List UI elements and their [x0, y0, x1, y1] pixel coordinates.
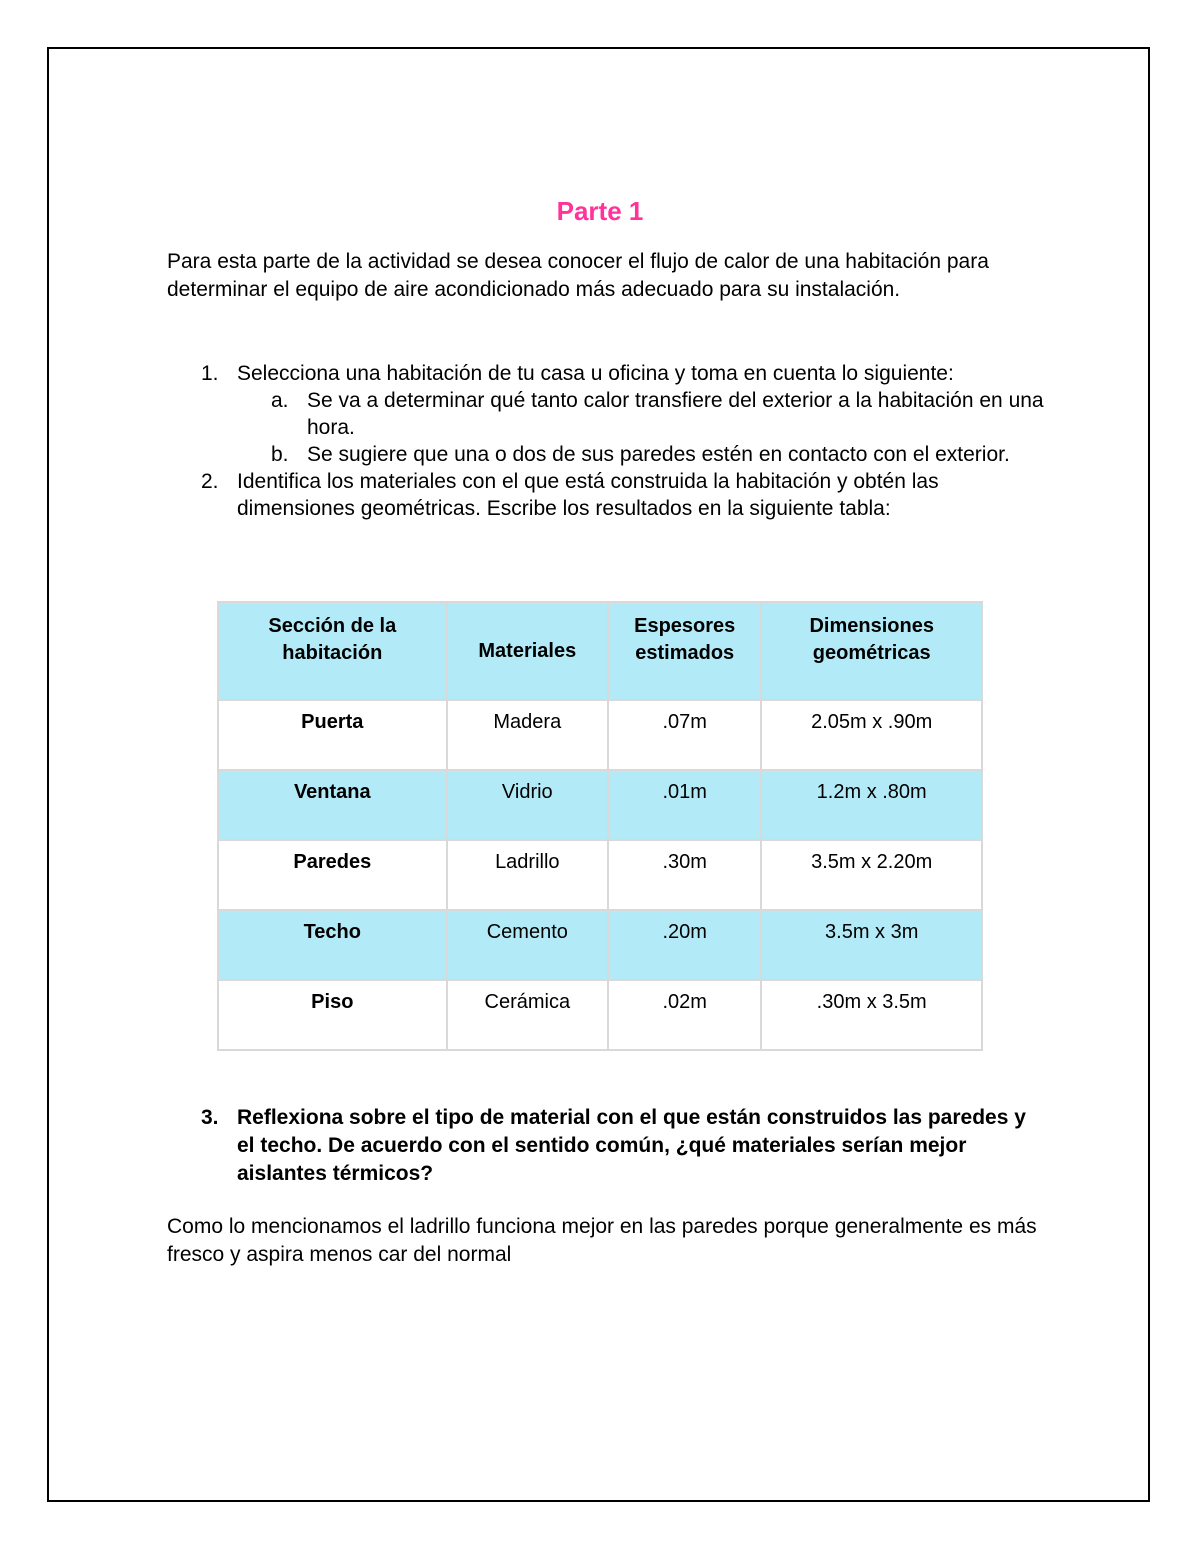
table-row	[218, 980, 982, 1050]
table-row	[218, 840, 982, 910]
cell-section: Ventana	[218, 770, 447, 840]
cell-dimensions: 3.5m x 2.20m	[761, 840, 982, 910]
cell-dimensions: .30m x 3.5m	[761, 980, 982, 1050]
list-item	[167, 1104, 1047, 1188]
sublist-text: Se va a determinar qué tanto calor transfiere del exterior a la habitación en una hora.	[307, 389, 1044, 439]
cell-material: Vidrio	[447, 770, 608, 840]
cell-thickness: .20m	[608, 910, 761, 980]
cell-dimensions: 3.5m x 3m	[761, 910, 982, 980]
table-row	[218, 700, 982, 770]
header-materials: Materiales	[447, 602, 608, 700]
sublist-text: Se sugiere que una o dos de sus paredes estén en contacto con el exterior.	[307, 443, 1010, 466]
cell-dimensions: 1.2m x .80m	[761, 770, 982, 840]
cell-section: Techo	[218, 910, 447, 980]
cell-section: Paredes	[218, 840, 447, 910]
cell-thickness: .01m	[608, 770, 761, 840]
list-number: 2.	[201, 470, 219, 493]
sublist-letter: a.	[271, 389, 289, 412]
list-number: 1.	[201, 362, 219, 385]
materials-table	[217, 601, 983, 1051]
cell-thickness: .07m	[608, 700, 761, 770]
table-row	[218, 770, 982, 840]
instruction-list	[167, 360, 1047, 522]
cell-thickness: .02m	[608, 980, 761, 1050]
sublist-letter: b.	[271, 443, 289, 466]
cell-thickness: .30m	[608, 840, 761, 910]
table-row	[218, 910, 982, 980]
cell-material: Ladrillo	[447, 840, 608, 910]
intro-paragraph: Para esta parte de la actividad se desea conocer el flujo de calor de una habitación para determinar el equipo de aire acondicionado más adecuado para su instalación.	[167, 250, 989, 301]
cell-material: Cemento	[447, 910, 608, 980]
list-item	[167, 360, 1047, 387]
list-text: Reflexiona sobre el tipo de material con el que están construidos las paredes y el techo. De acuerdo con el sentido común, ¿qué materiales serían mejor aislantes térmicos?	[237, 1106, 1026, 1185]
cell-section: Piso	[218, 980, 447, 1050]
answer-paragraph: Como lo mencionamos el ladrillo funciona mejor en las paredes porque generalmente es más fresco y aspira menos car del normal	[167, 1215, 1037, 1266]
page-title: Parte 1	[556, 196, 644, 226]
cell-dimensions: 2.05m x .90m	[761, 700, 982, 770]
header-dimensions: Dimensiones geométricas	[761, 602, 982, 700]
table-header-row	[218, 602, 982, 700]
list-item	[167, 468, 1047, 522]
sublist-item	[237, 387, 1047, 441]
header-thickness: Espesores estimados	[608, 602, 761, 700]
list-text: Selecciona una habitación de tu casa u oficina y toma en cuenta lo siguiente:	[237, 362, 954, 385]
header-section: Sección de la habitación	[218, 602, 447, 700]
list-text: Identifica los materiales con el que está construida la habitación y obtén las dimensiones geométricas. Escribe los resultados en la siguiente tabla:	[237, 470, 939, 520]
cell-section: Puerta	[218, 700, 447, 770]
cell-material: Cerámica	[447, 980, 608, 1050]
cell-material: Madera	[447, 700, 608, 770]
list-number: 3.	[201, 1106, 219, 1129]
question-3	[167, 1104, 1047, 1188]
sublist-item	[237, 441, 1047, 468]
